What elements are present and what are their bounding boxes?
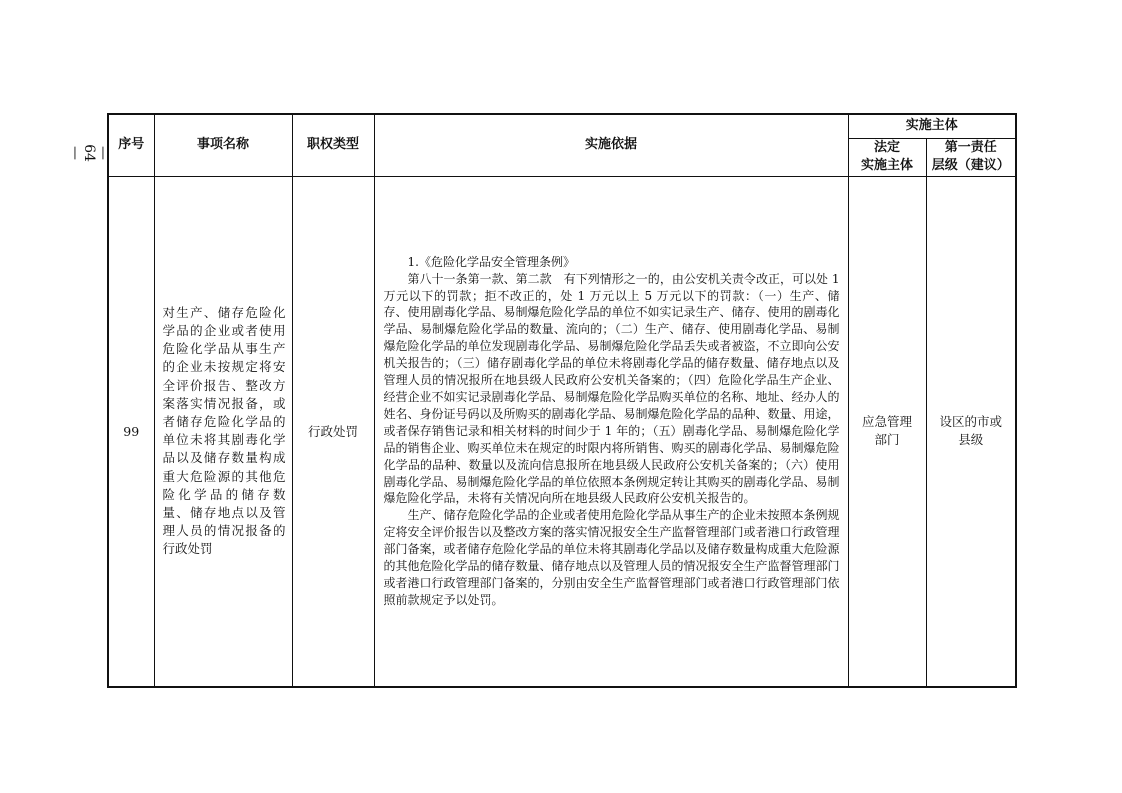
basis-title: 1.《危险化学品安全管理条例》 — [407, 254, 575, 269]
basis-paragraph: 生产、储存危险化学品的企业或者使用危险化学品从事生产的企业未按照本条例规定将安全评价报告以及整改方案的落实情况报安全生产监督管理部门或者港口行政管理部门备案，或者储存危险化学品的单位未将其剧毒化学品以及储存数量构成重大危险源的其他危险化学品的储存数量、储存地点以及管理人员的情况报安全生产监督管理部门或者港口行政管理部门备案的，分别由安全生产监督管理部门或者港口行政管理部门依照前款规定予以处罚。 — [383, 508, 840, 607]
authority-table — [107, 113, 1017, 688]
row-seq: 99 — [108, 176, 154, 687]
row-authority-type: 行政处罚 — [292, 176, 374, 687]
page-number — [67, 118, 111, 188]
header-first-level: 第一责任 层级（建议） — [926, 138, 1016, 176]
header-basis: 实施依据 — [374, 114, 848, 176]
row-basis — [374, 176, 848, 687]
basis-paragraph: 第八十一条第一款、第二款 有下列情形之一的，由公安机关责令改正，可以处 1 万元以下的罚款；拒不改正的，处 1 万元以上 5 万元以下的罚款：（一）生产、储存、使用剧毒化学品、易制爆危险化学品的单位不如实记录生产、储存、使用的剧毒化学品、易制爆危险化学品的数量、流向的；（二）生产、储存、使用剧毒化学品、易制爆危险化学品的单位发现剧毒化学品、易制爆危险化学品丢失或者被盗，不立即向公安机关报告的；（三）储存剧毒化学品的单位未将剧毒化学品的储存数量、储存地点以及管理人员的情况报所在地县级人民政府公安机关备案的；（四）危险化学品生产企业、经营企业不如实记录剧毒化学品、易制爆危险化学品购买单位的名称、地址、经办人的姓名、身份证号码以及所购买的剧毒化学品、易制爆危险化学品的品种、数量、用途，或者保存销售记录和相关材料的时间少于 1 年的；（五）剧毒化学品、易制爆危险化学品的销售企业、购买单位未在规定的时限内将所销售、购买的剧毒化学品、易制爆危险化学品的品种、数量以及流向信息报所在地县级人民政府公安机关备案的；（六）使用剧毒化学品、易制爆危险化学品的单位依照本条例规定转让其购买的剧毒化学品、易制爆危险化学品，未将有关情况向所在地县级人民政府公安机关报告的。 — [383, 271, 840, 506]
header-name: 事项名称 — [154, 114, 292, 176]
header-legal-subject: 法定 实施主体 — [848, 138, 926, 176]
table-row — [108, 176, 1016, 687]
header-seq: 序号 — [108, 114, 154, 176]
row-item-name: 对生产、储存危险化学品的企业或者使用危险化学品从事生产的企业未按规定将安全评价报告、整改方案落实情况报备，或者储存危险化学品的单位未将其剧毒化学品以及储存数量构成重大危险源的其他危险化学品的储存数量、储存地点以及管理人员的情况报备的行政处罚 — [154, 176, 292, 687]
header-subject: 实施主体 — [848, 114, 1016, 138]
header-type: 职权类型 — [292, 114, 374, 176]
row-legal-subject: 应急管理部门 — [848, 176, 926, 687]
page-number-text: — 64 — — [67, 144, 111, 162]
row-first-level: 设区的市或县级 — [926, 176, 1016, 687]
